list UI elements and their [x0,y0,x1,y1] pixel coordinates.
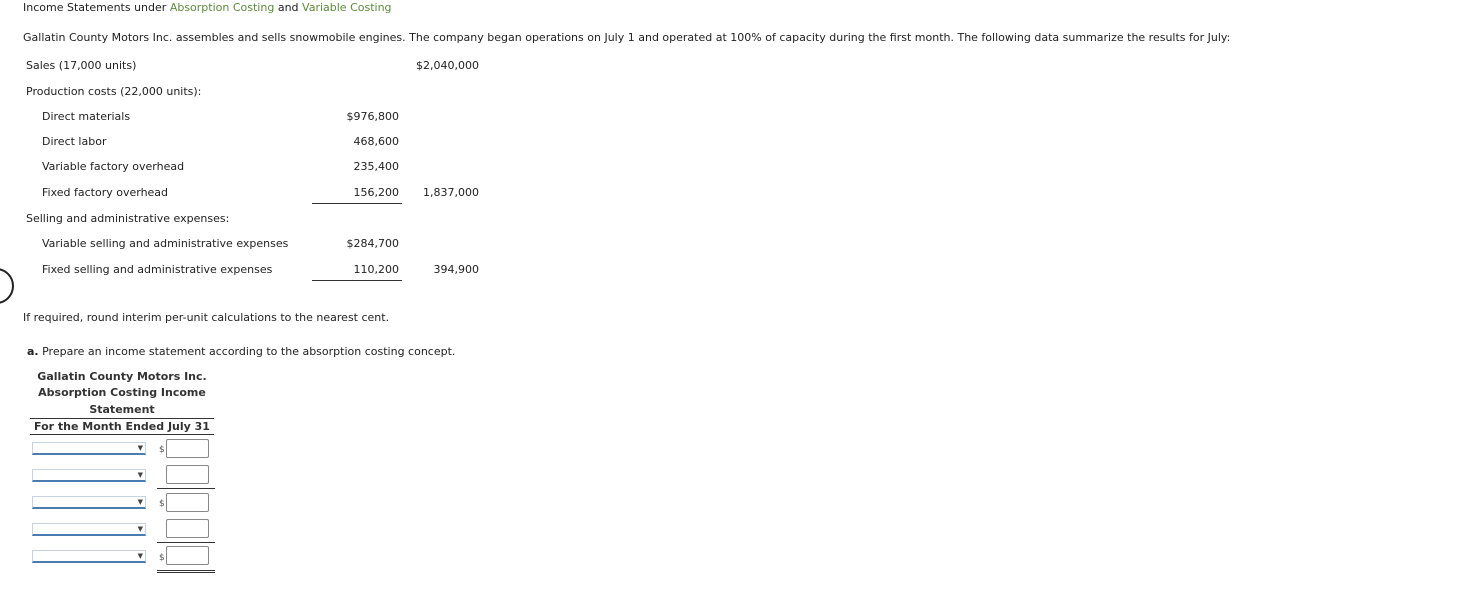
dropdown-arrow-icon: ▼ [137,525,143,533]
selling-admin-label: Selling and administrative expenses: [26,212,230,225]
fixed-selling-amount-text: 110,200 [353,263,399,276]
question-a [27,345,455,358]
direct-materials-amount: $976,800 [346,110,399,123]
header-mid: and [274,1,303,14]
statement-period-underline [30,418,214,435]
direct-labor-label: Direct labor [42,135,107,148]
fixed-factory-overhead-label: Fixed factory overhead [42,186,169,199]
production-costs-label: Production costs (22,000 units): [26,85,202,98]
statement-title-line1: Absorption Costing Income [38,386,206,399]
fixed-factory-overhead-amount-text: 156,200 [353,186,399,199]
page-header [23,1,392,14]
statement-row-5-select[interactable] [32,550,146,563]
dropdown-arrow-icon: ▼ [137,471,143,479]
statement-row-3-input[interactable] [166,493,209,512]
rounding-note: If required, round interim per-unit calculations to the nearest cent. [23,311,390,324]
statement-row-1-dollar: $ [159,445,165,455]
statement-title-underline [30,401,214,419]
direct-materials-label: Direct materials [42,110,131,123]
variable-factory-overhead-label: Variable factory overhead [42,160,185,173]
statement-title-line2: Statement [89,403,155,416]
intro-text: Gallatin County Motors Inc. assembles and sells snowmobile engines. The company began operations on July 1 and operated at 100% of capacity during the first month. The following data summarize the results for July: [23,31,1231,44]
question-text: Prepare an income statement according to the absorption costing concept. [38,345,456,358]
statement-row-2-select[interactable] [32,469,146,482]
statement-row-1-input[interactable] [166,439,209,458]
left-edge-circle [0,268,14,304]
question-letter: a. [27,345,39,358]
sales-value: $2,040,000 [416,59,479,72]
statement-row-3-select[interactable] [32,496,146,509]
statement-row-5-rule-top [157,570,215,571]
statement-period: For the Month Ended July 31 [34,420,210,433]
variable-selling-amount: $284,700 [346,237,399,250]
statement-row-1-select[interactable] [32,442,146,455]
header-prefix: Income Statements under [23,1,170,14]
statement-row-5-rule-bottom [157,572,215,573]
variable-costing-link[interactable]: Variable Costing [302,1,392,14]
fixed-selling-label: Fixed selling and administrative expenses [42,263,273,276]
dropdown-arrow-icon: ▼ [137,444,143,452]
statement-row-2-input[interactable] [166,465,209,484]
statement-row-5-input[interactable] [166,546,209,565]
dropdown-arrow-icon: ▼ [137,498,143,506]
statement-row-5-dollar: $ [159,553,165,563]
production-total: 1,837,000 [423,186,479,199]
statement-row-4-rule [157,542,215,543]
statement-row-4-input[interactable] [166,519,209,538]
sales-label: Sales (17,000 units) [26,59,137,72]
statement-company: Gallatin County Motors Inc. [37,370,207,383]
statement-row-2-rule [157,488,215,489]
statement-row-4-select[interactable] [32,523,146,536]
absorption-costing-link[interactable]: Absorption Costing [169,1,275,14]
selling-total: 394,900 [433,263,479,276]
variable-factory-overhead-amount: 235,400 [353,160,399,173]
statement-row-3-dollar: $ [159,499,165,509]
direct-labor-amount: 468,600 [353,135,399,148]
dropdown-arrow-icon: ▼ [137,552,143,560]
variable-selling-label: Variable selling and administrative expenses [42,237,289,250]
